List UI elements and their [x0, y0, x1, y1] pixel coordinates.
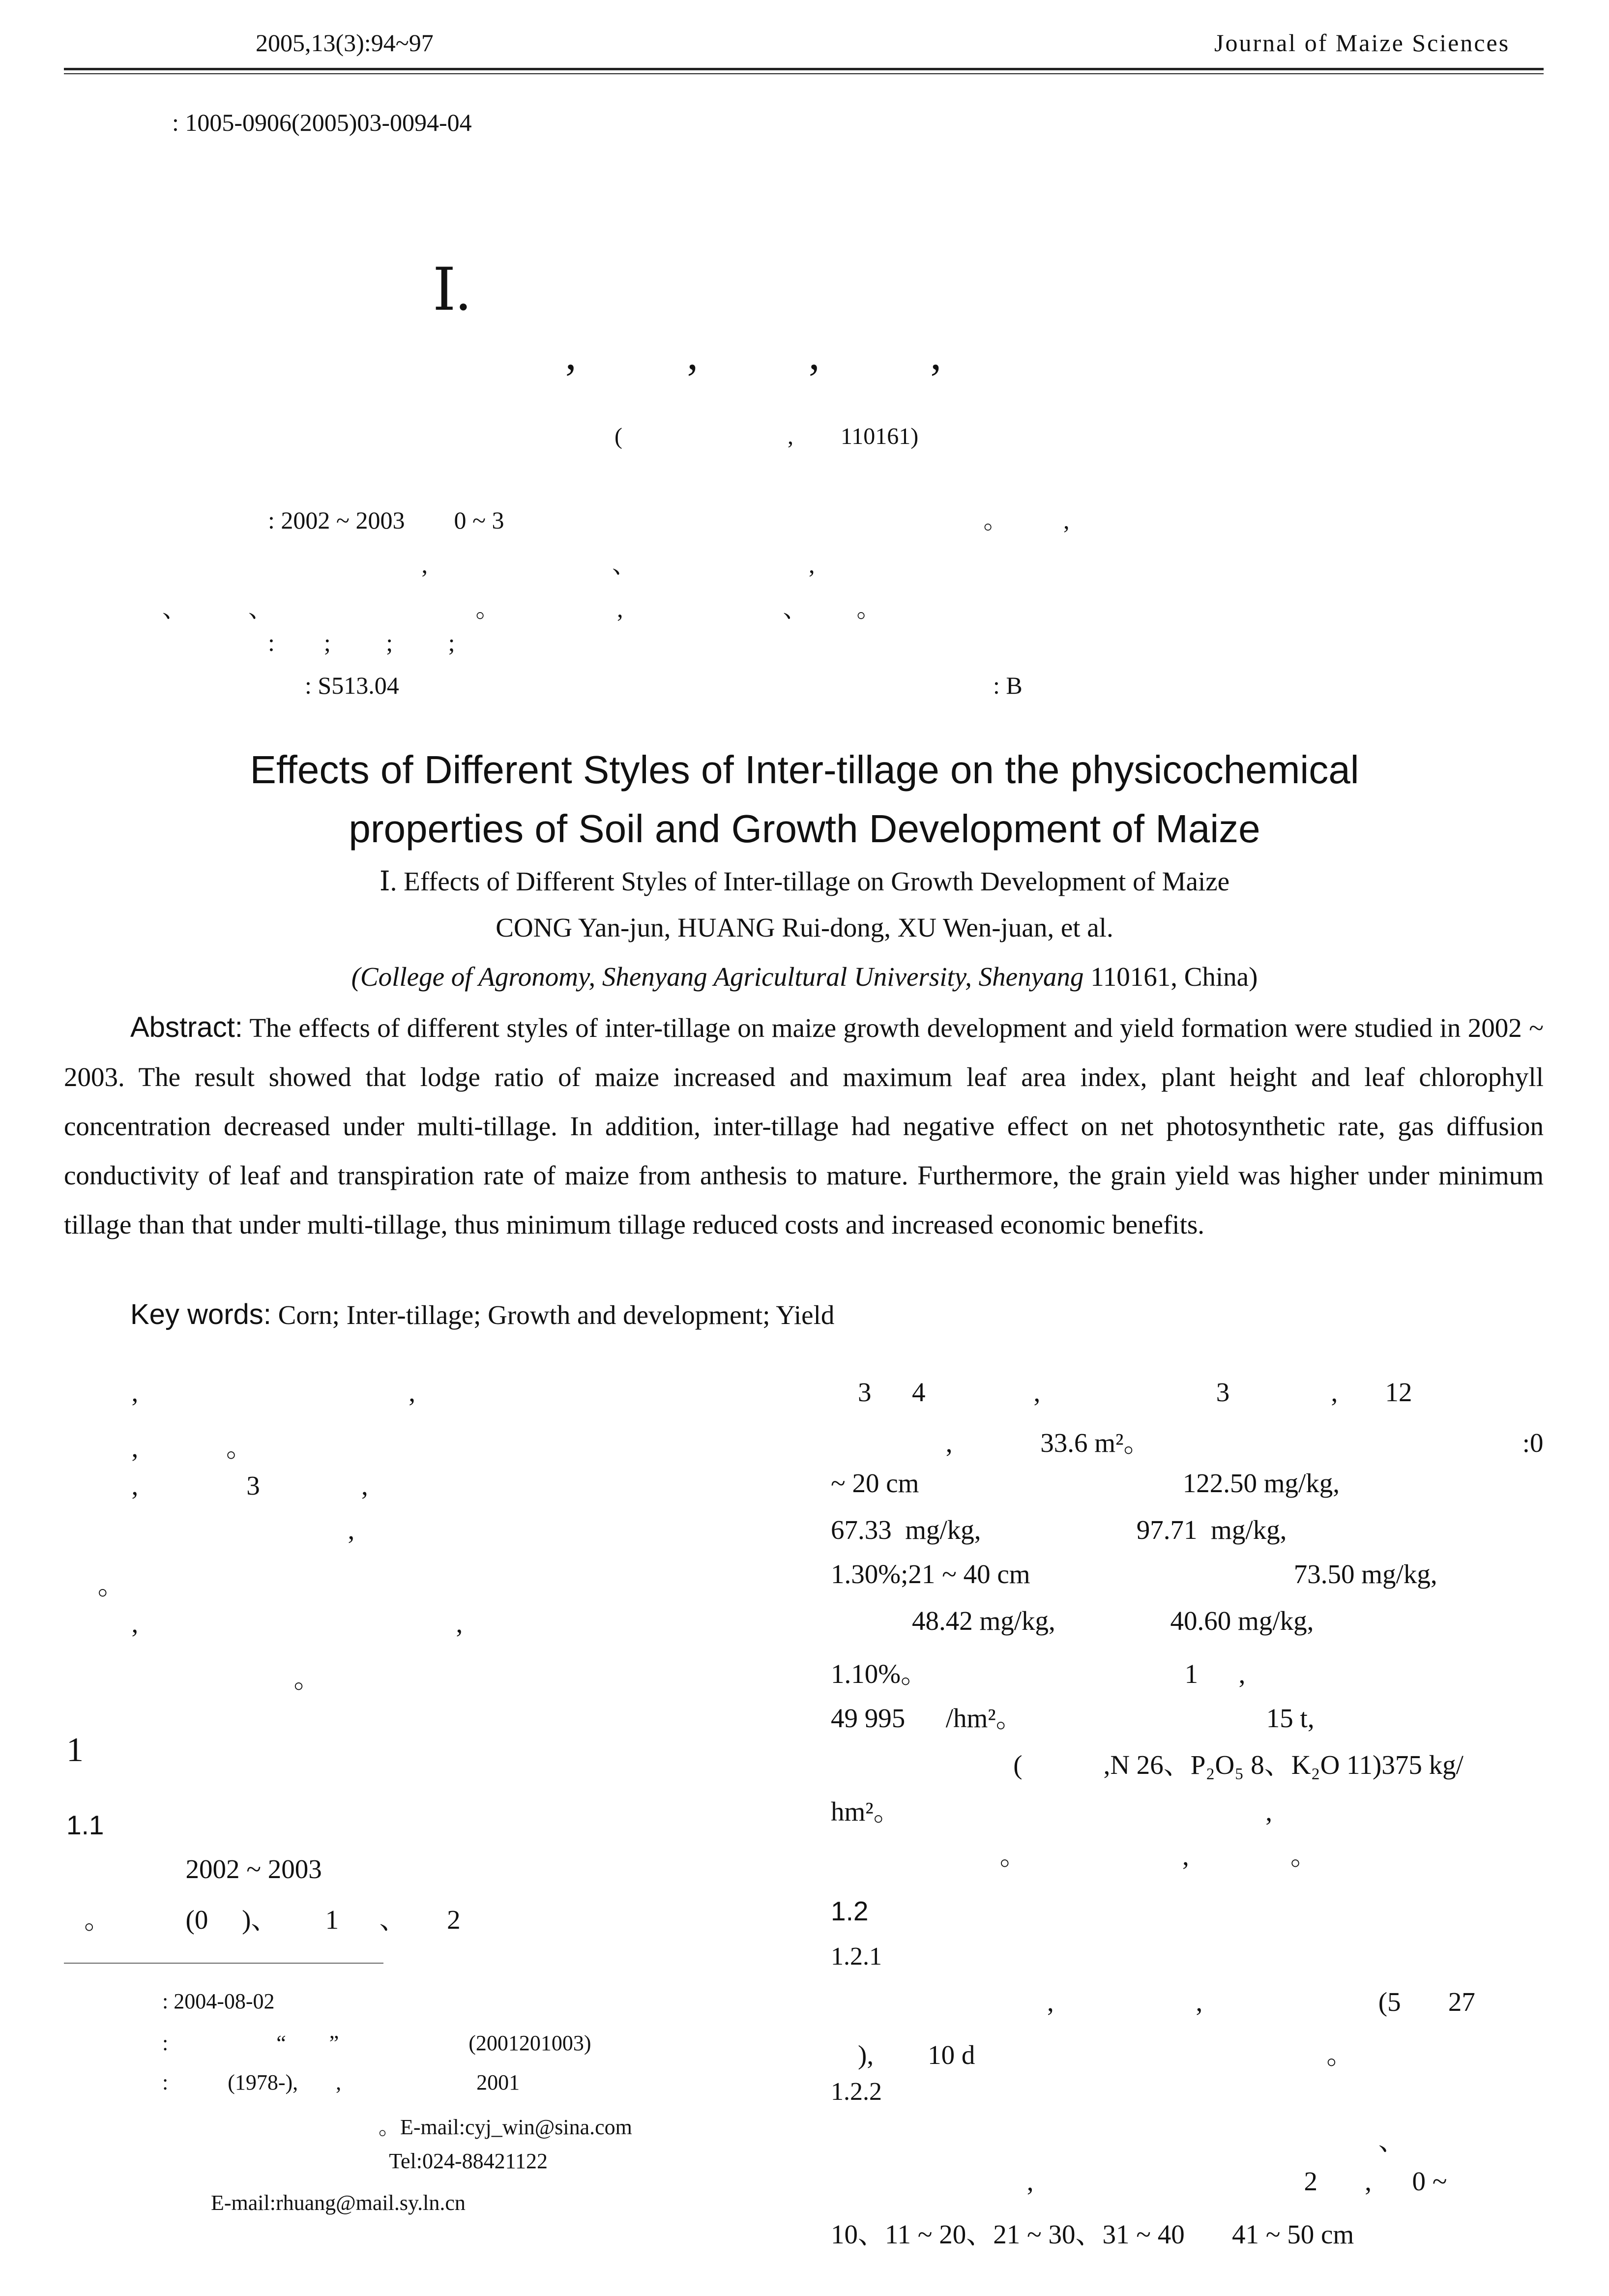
section-1-1-line-2: 。 (0 )、 1 、 2	[64, 1905, 461, 1935]
intro-line-1: , ,	[64, 1377, 415, 1407]
methods-line-4: 67.33 mg/kg, 97.71 mg/kg,	[831, 1515, 1287, 1545]
footnote-rule	[64, 1963, 383, 1964]
keywords-label: Key words:	[130, 1298, 271, 1330]
header-citation: 2005,13(3):94~97	[256, 29, 434, 57]
intro-line-2: , 。	[64, 1433, 254, 1463]
header-rule-bottom	[64, 73, 1544, 74]
en-abstract	[64, 1003, 1544, 1249]
header-journal: Journal of Maize Sciences	[1214, 29, 1510, 57]
methods-line-7: 1.10%。 1 ,	[831, 1659, 1246, 1689]
section-1-heading: 1	[66, 1731, 84, 1769]
footnote-funding: : “ ” (2001201003)	[162, 2031, 591, 2055]
cn-keywords: : ; ; ;	[268, 629, 455, 656]
section-1-2-2-heading: 1.2.2	[831, 2078, 882, 2106]
en-title-line-2: properties of Soil and Growth Development of Maize	[349, 807, 1260, 851]
methods-line-11: 。 , 。	[831, 1841, 1318, 1871]
section-1-2-2-line-1: 、	[831, 2126, 1405, 2156]
footnote-email-2: E-mail:rhuang@mail.sy.ln.cn	[162, 2191, 466, 2215]
intro-line-4: ,	[64, 1515, 355, 1545]
section-1-2-1-heading: 1.2.1	[831, 1943, 882, 1971]
section-1-2-heading: 1.2	[831, 1896, 869, 1926]
intro-line-6: , ,	[64, 1608, 463, 1638]
en-title-line-1: Effects of Different Styles of Inter-tillage on the physicochemical	[250, 748, 1359, 792]
abstract-text: The effects of different styles of inter-tillage on maize growth development and yield formation were studied in 2002 ~ 2003. The result showed that lodge ratio of maize increased and maximum leaf area index, plant height and leaf chlorophyll concentration decreased under multi-tillage. In addition, inter-tillage had negative effect on net photosynthetic rate, gas diffusion conductivity of leaf and transpiration rate of maize from anthesis to mature. Furthermore, the grain yield was higher under minimum tillage than that under multi-tillage, thus minimum tillage reduced costs and increased economic benefits.	[64, 1013, 1544, 1239]
methods-line-3: ~ 20 cm 122.50 mg/kg,	[831, 1468, 1340, 1498]
cn-authors: , , , ,	[565, 330, 941, 379]
en-affiliation-rest: 110161, China)	[1090, 962, 1258, 992]
methods-line-9: ( ,N 26、P₂O₅ 8、K₂O 11)375 kg/	[831, 1750, 1463, 1780]
en-affiliation-italic: (College of Agronomy, Shenyang Agricultural University, Shenyang	[351, 962, 1084, 992]
section-1-1-heading: 1.1	[66, 1810, 104, 1840]
article-number: : 1005-0906(2005)03-0094-04	[172, 109, 472, 136]
methods-line-6: 48.42 mg/kg, 40.60 mg/kg,	[831, 1606, 1314, 1636]
methods-line-1: 3 4 , 3 , 12	[831, 1377, 1412, 1407]
en-subtitle: Ⅰ. Effects of Different Styles of Inter-tillage on Growth Development of Maize	[379, 866, 1230, 896]
footnote-received: : 2004-08-02	[162, 1989, 275, 2013]
methods-line-10: hm²。 ,	[831, 1796, 1273, 1826]
footnote-email-1: 。E-mail:cyj_win@sina.com	[162, 2115, 632, 2139]
cn-abstract-line-1: : 2002 ~ 2003 0 ~ 3 。 ,	[268, 506, 1070, 534]
en-authors: CONG Yan-jun, HUANG Rui-dong, XU Wen-juan, et al.	[496, 913, 1113, 942]
footnote-author: : (1978-), , 2001	[162, 2070, 520, 2094]
cn-abstract-line-3: 、 、 。 , 、 。	[162, 595, 881, 622]
intro-line-5: 。	[64, 1570, 125, 1600]
en-affiliation	[0, 961, 1609, 992]
methods-line-5: 1.30%;21 ~ 40 cm 73.50 mg/kg,	[831, 1559, 1437, 1589]
intro-line-7: 。	[64, 1664, 321, 1694]
cn-classification: : S513.04	[305, 672, 399, 699]
cn-abstract-line-2: , 、 ,	[268, 551, 815, 578]
methods-line-2: , 33.6 m²。 :0	[831, 1428, 1544, 1458]
keywords-text: Corn; Inter-tillage; Growth and development; Yield	[278, 1300, 835, 1330]
cn-doc-code: : B	[993, 672, 1023, 699]
section-1-1-line-1: 2002 ~ 2003	[64, 1854, 322, 1884]
methods-line-8: 49 995 /hm²。 15 t,	[831, 1703, 1315, 1733]
abstract-label: Abstract:	[130, 1011, 243, 1043]
header-rule-top	[64, 68, 1544, 70]
section-1-2-2-line-2: , 2 , 0 ~	[831, 2166, 1447, 2196]
section-1-2-1-line-1: , , (5 27	[831, 1987, 1475, 2017]
cn-title-fragment: Ⅰ.	[433, 257, 471, 323]
en-keywords	[130, 1298, 834, 1331]
cn-affiliation: ( , 110161)	[614, 423, 919, 449]
footnote-tel: Tel:024-88421122	[162, 2149, 548, 2173]
intro-line-3: , 3 ,	[64, 1471, 368, 1501]
section-1-2-1-line-2: ), 10 d 。	[831, 2040, 1354, 2070]
section-1-2-2-line-3: 10、11 ~ 20、21 ~ 30、31 ~ 40 41 ~ 50 cm	[831, 2219, 1354, 2249]
